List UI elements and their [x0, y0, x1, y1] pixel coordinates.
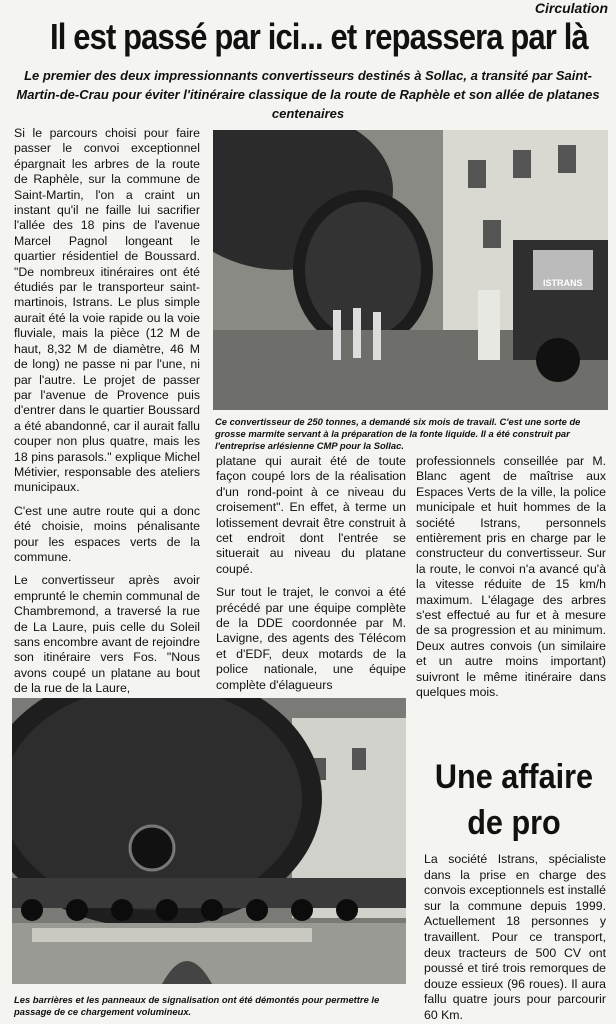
paragraph: Le convertisseur après avoir emprunté le chemin communal de Chambremond, a traversé la rue de La Laure, puis celle du Soleil sans encombre avant de rejoindre son itinéraire vers Fos. "Nous avons coupé un platane au bout de la rue de la Laure, [14, 573, 200, 696]
box-title-line: Une affaire [434, 758, 594, 796]
article-column-3 [416, 454, 606, 709]
photo-illustration [213, 130, 608, 410]
box-title [429, 754, 598, 846]
truck-logo-text: ISTRANS [543, 278, 583, 288]
paragraph: Si le parcours choisi pour faire passer le convoi exceptionnel épargnait les arbres de la route de Raphèle, sur la commune de Saint-Martin, l'on a craint un instant qu'il ne faille lui sacrifier l'allée des 18 pins de l'avenue Marcel Pagnol longeant le quartier résidentiel de Boussard. "De nombreux itinéraires ont été étudiés par le transporteur saint-martinois, Istrans. Le plus simple aurait été la voie rapide ou la voie fluviale, mais la pièce (12 M de haut, 8,32 M de diamètre, 46 M de long) ne passe ni par l'une, ni par l'autre. Le projet de passer par l'avenue de Provence puis d'entrer dans le quartier Boussard a été abandonné, car il aurait fallu couper non plus quatre, mais les 18 pins parasols." explique Michel Métivier, responsable des ateliers municipaux. [14, 126, 200, 495]
photo-illustration [12, 698, 406, 984]
paragraph: La société Istrans, spécialiste dans la prise en charge des convois exceptionnels est installé sur la commune depuis 1999. Actuellement 18 personnes y travaillent. Pour ce transport, deux tracteurs de 500 CV ont poussé et tiré trois remorques de douze essieux (96 roues). Il aura fallu quatre jours pour parcourir 60 Km. [424, 852, 606, 1022]
photo-caption-bottom: Les barrières et les panneaux de signalisation ont été démontés pour permettre le passage de ce chargement volumineux. [14, 994, 380, 1017]
section-label: Circulation [534, 0, 608, 16]
article-column-2 [216, 454, 406, 701]
convoy-photo-top [213, 130, 608, 410]
intro-text: Le premier des deux impressionnants convertisseurs destinés à Sollac, a transité par Saint-Martin-de-Crau pour éviter l'itinéraire classique de la route de Raphèle et son allée de platanes centenaires [16, 68, 600, 121]
headline: Il est passé par ici... et repassera par là [50, 16, 588, 57]
paragraph: professionnels conseillée par M. Blanc agent de maîtrise aux Espaces Verts de la ville, la police municipale et huit hommes de la société Istrans, personnels entièrement pris en charge par le constructeur du convertisseur. Sur la route, le convoi n'a avancé qu'à la vitesse réduite de 15 km/h maximum. L'élagage des arbres s'est effectué au fur et à mesure de sa progression et au minimum. Deux autres convois (un similaire et un autre moins important) suivront le même itinéraire dans quelques mois. [416, 454, 606, 700]
article-column-1 [14, 126, 200, 705]
paragraph: platane qui aurait été de toute façon coupé lors de la réalisation d'un rond-point à ce niveau du croisement". En effet, à terme un lotissement devrait être construit à cet endroit dont l'entrée se situerait au niveau du platane coupé. [216, 454, 406, 576]
convoy-photo-bottom [12, 698, 406, 984]
paragraph: Sur tout le trajet, le convoi a été précédé par une équipe complète de la DDE coordonnée par M. Lavigne, des agents des Télécom et d'EDF, deux motards de la police nationale, une équipe complète d'élagueurs [216, 585, 406, 692]
box-text [424, 852, 606, 1024]
photo-caption-top: Ce convertisseur de 250 tonnes, a demandé six mois de travail. C'est une sorte de grosse marmite servant à la préparation de la fonte liquide. Il a été construit par l'entreprise arlésienne CMP pour la Sollac. [215, 416, 581, 451]
box-title-line: de pro [467, 804, 561, 842]
paragraph: C'est une autre route qui a donc été choisie, moins pénalisante pour les espaces verts de la commune. [14, 503, 200, 564]
